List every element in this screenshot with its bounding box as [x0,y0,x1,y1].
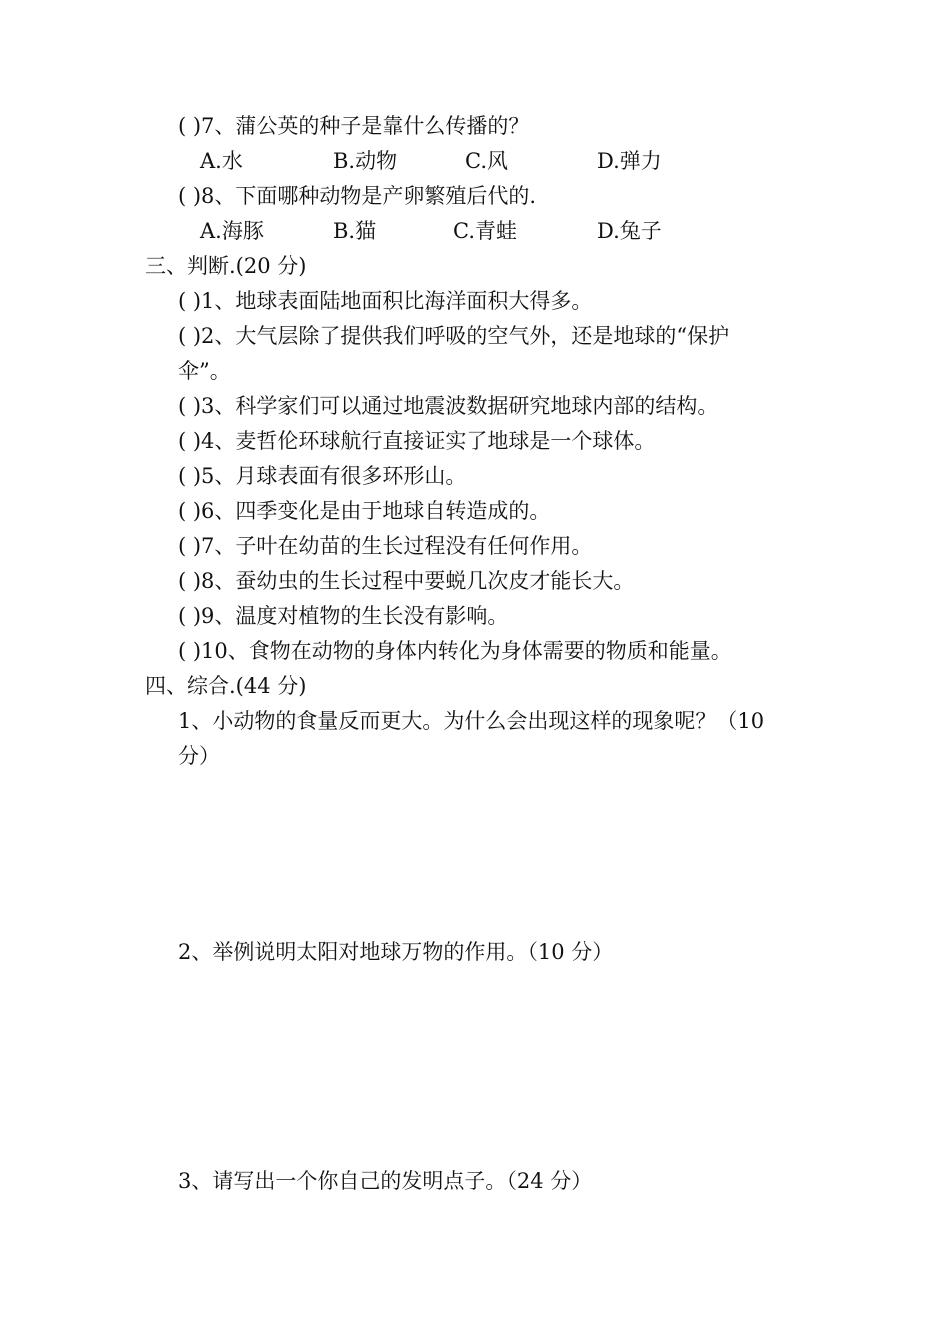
mc-q7-option-a: A.水 [200,149,243,173]
judge-item-9: ( )9、温度对植物的生长没有影响。 [178,604,509,628]
judge-item-2-continued: 伞”。 [178,359,231,383]
judge-item-5: ( )5、月球表面有很多环形山。 [178,464,467,488]
judge-item-10: ( )10、食物在动物的身体内转化为身体需要的物质和能量。 [178,639,732,663]
section-heading-synth: 四、综合.(44 分) [145,674,307,698]
mc-question-8: ( )8、下面哪种动物是产卵繁殖后代的. [178,184,537,208]
judge-item-8: ( )8、蚕幼虫的生长过程中要蜕几次皮才能长大。 [178,569,635,593]
judge-item-6: ( )6、四季变化是由于地球自转造成的。 [178,499,551,523]
synth-question-1-continued: 分） [178,744,220,768]
judge-item-3: ( )3、科学家们可以通过地震波数据研究地球内部的结构。 [178,394,719,418]
mc-q8-option-b: B.猫 [333,219,377,243]
judge-item-1: ( )1、地球表面陆地面积比海洋面积大得多。 [178,289,593,313]
judge-item-4: ( )4、麦哲伦环球航行直接证实了地球是一个球体。 [178,429,656,453]
mc-q7-option-c: C.风 [465,149,508,173]
mc-question-7: ( )7、蒲公英的种子是靠什么传播的？ [178,114,530,138]
judge-item-2: ( )2、大气层除了提供我们呼吸的空气外，还是地球的“保护 [178,324,730,348]
mc-q7-option-b: B.动物 [333,149,398,173]
judge-item-7: ( )7、子叶在幼苗的生长过程没有任何作用。 [178,534,593,558]
mc-q8-option-c: C.青蛙 [453,219,517,243]
mc-q7-option-d: D.弹力 [597,149,662,173]
synth-question-2: 2、举例说明太阳对地球万物的作用。（10 分） [178,940,614,964]
section-heading-judge: 三、判断.(20 分) [145,254,307,278]
synth-question-3: 3、请写出一个你自己的发明点子。（24 分） [178,1169,593,1193]
mc-q8-option-d: D.兔子 [597,219,662,243]
mc-q8-option-a: A.海豚 [200,219,264,243]
synth-question-1: 1、小动物的食量反而更大。为什么会出现这样的现象呢？（10 [178,709,765,733]
